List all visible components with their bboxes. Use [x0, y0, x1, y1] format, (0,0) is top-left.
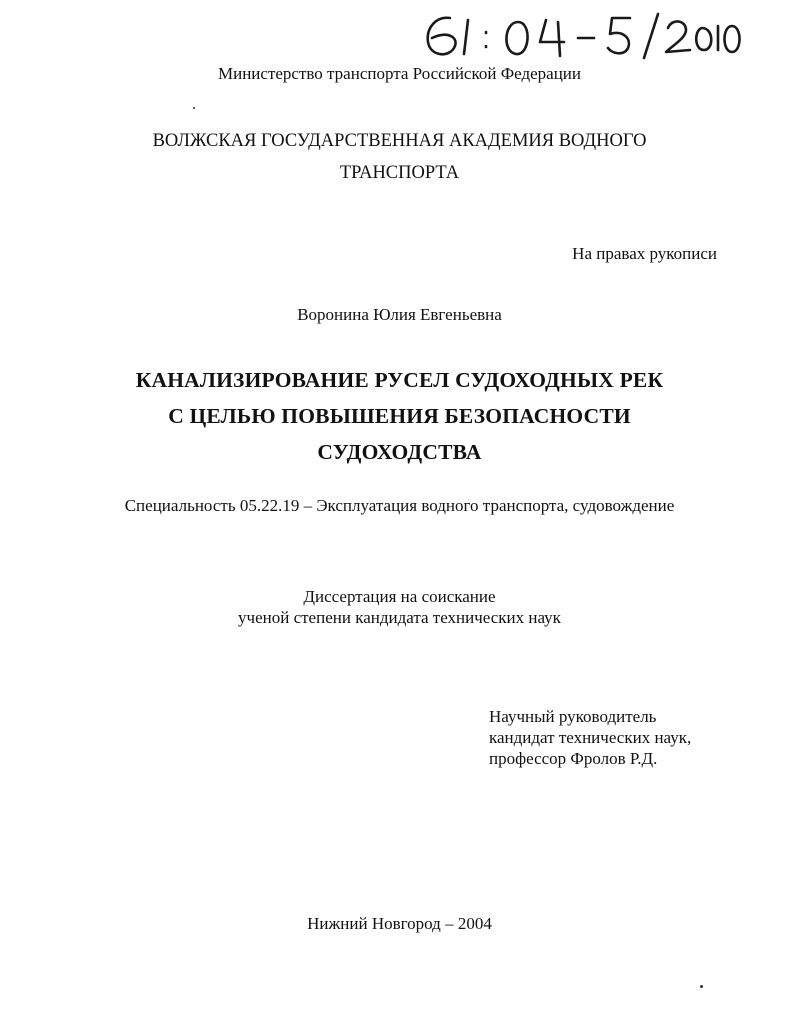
advisor-line-1: Научный руководитель: [489, 707, 657, 726]
author-name: Воронина Юлия Евгеньевна: [297, 305, 502, 324]
degree-statement: [0, 586, 799, 628]
title-line-2: С ЦЕЛЬЮ ПОВЫШЕНИЯ БЕЗОПАСНОСТИ: [168, 404, 631, 428]
academy-name-line-1: ВОЛЖСКАЯ ГОСУДАРСТВЕННАЯ АКАДЕМИЯ ВОДНОГО: [152, 131, 647, 151]
title-line-1: КАНАЛИЗИРОВАНИЕ РУСЕЛ СУДОХОДНЫХ РЕК: [135, 368, 664, 392]
scientific-advisor: [489, 706, 691, 769]
manuscript-rights-note: На правах рукописи: [572, 244, 717, 263]
handwritten-number-drawing: [418, 4, 738, 64]
scan-speck: [700, 985, 703, 988]
handwritten-catalog-number: [418, 4, 738, 64]
scan-speck: [193, 107, 195, 109]
ministry-name: Министерство транспорта Российской Федерации: [217, 64, 581, 83]
place-and-year: Нижний Новгород – 2004: [307, 914, 492, 933]
degree-line-2: ученой степени кандидата технических наук: [238, 608, 561, 627]
academy-name: [0, 125, 799, 189]
dissertation-title: [0, 362, 799, 470]
advisor-line-2: кандидат технических наук,: [489, 728, 692, 747]
academy-name-line-2: ТРАНСПОРТА: [339, 163, 460, 183]
advisor-line-3: профессор Фролов Р.Д.: [489, 749, 658, 768]
degree-line-1: Диссертация на соискание: [303, 587, 496, 606]
specialty-line: Специальность 05.22.19 – Эксплуатация водного транспорта, судовождение: [124, 496, 675, 515]
title-line-3: СУДОХОДСТВА: [317, 440, 482, 464]
